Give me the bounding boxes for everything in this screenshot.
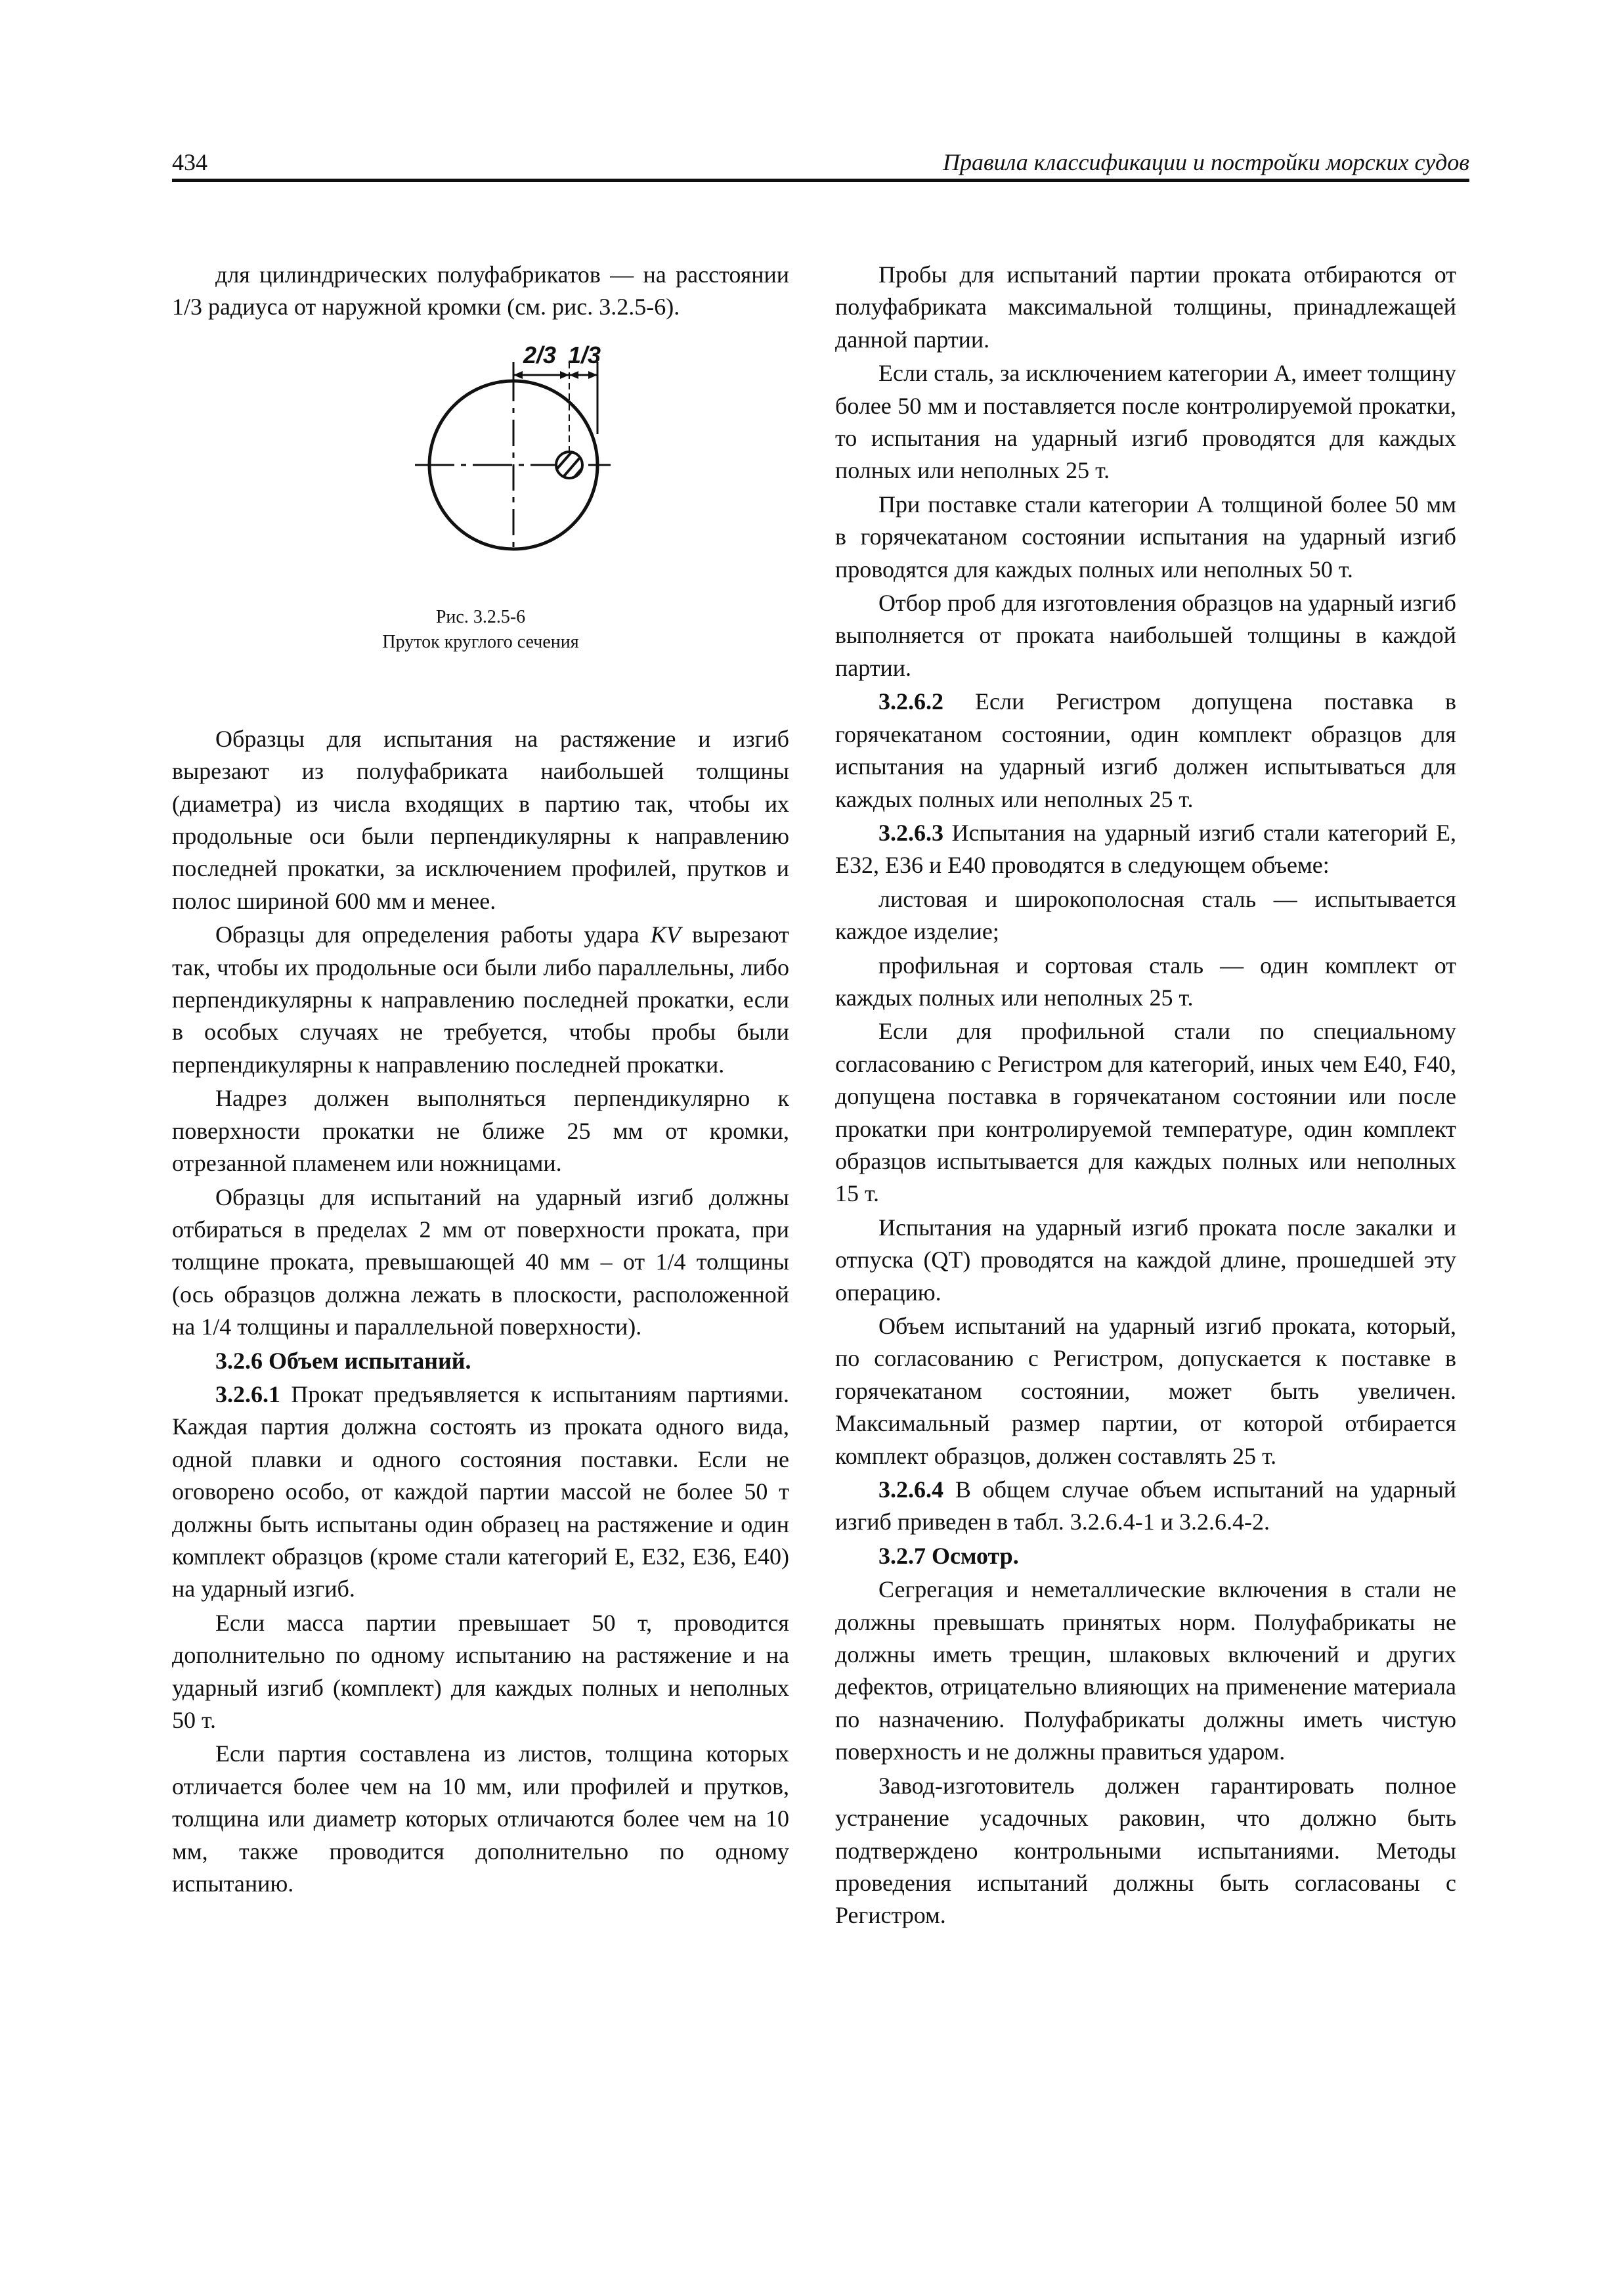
figure-caption [172,605,789,655]
arrowhead [569,371,578,379]
clause-number: 3.2.6.3 [878,819,943,846]
dimension-label-2-3: 2/3 [523,341,557,368]
paragraph: Образцы для испытания на растяжение и изгиб вырезают из полуфабриката наибольшей толщины (диаметра) из числа входящих в партию так, чтобы их продольные оси были перпендикулярны к направлению последней прокатки, за исключением профилей, прутков и полос шириной 600 мм и менее. [172,725,789,914]
paragraph: Испытания на ударный изгиб проката после закалки и отпуска (QT) проводятся на каждой длине, прошедшей эту операцию. [835,1214,1456,1306]
clause-number: 3.2.6.4 [878,1476,943,1503]
paragraph: Образцы для испытаний на ударный изгиб должны отбираться в пределах 2 мм от поверхности проката, при толщине проката, превышающей 40 мм – от 1/4 толщины (ось образцов должна лежать в плоскости, расположенной на 1/4 толщины и параллельной поверхности). [172,1183,789,1340]
paragraph: листовая и широкополосная сталь — испытывается каждое изделие; [835,885,1456,945]
paragraph: Отбор проб для изготовления образцов на ударный изгиб выполняется от проката наибольшей толщины в каждой партии. [835,590,1456,681]
section-heading [835,1540,1456,1572]
text-run: Прокат предъявляется к испытаниям партиями. Каждая партия должна состоять из проката одного вида, одной плавки и одного состояния поставки. Если не оговорено особо, от каждой партии массой не более 50 т должны быть испытаны один образец на растяжение и один комплект образцов (кроме стали категорий E, E32, E36, E40) на ударный изгиб. [172,1380,789,1602]
paragraph [172,1379,789,1606]
running-title: Правила классификации и постройки морских судов [943,149,1469,175]
paragraph: для цилиндрических полуфабрикатов — на расстоянии 1/3 радиуса от наружной кромки (см. рис. 3.2.5-6). [172,261,789,320]
clause-number: 3.2.6.1 [215,1380,280,1407]
kv-symbol: KV [650,921,681,948]
paragraph: Если партия составлена из листов, толщина которых отличается более чем на 10 мм, или профилей и прутков, толщина или диаметр которых отличаются более чем на 10 мм, также проводится дополнительно по одному испытанию. [172,1740,789,1897]
paragraph: Объем испытаний на ударный изгиб проката, который, по согласованию с Регистром, допускается к поставке в горячекатаном состоянии, может быть увеличен. Максимальный размер партии, от которой отбирается комплект образцов, должен составлять 25 т. [835,1313,1456,1469]
paragraph: Если масса партии превышает 50 т, проводится дополнительно по одному испытанию на растяжение и на ударный изгиб (комплект) для каждых полных и неполных 50 т. [172,1609,789,1733]
figure-title: Пруток круглого сечения [382,631,579,652]
figure-round-bar [172,329,789,664]
text-run: Если Регистром допущена поставка в горячекатаном состоянии, один комплект образцов для испытания на ударный изгиб должен испытываться для каждых полных или неполных 25 т. [835,688,1456,812]
clause-number: 3.2.6.2 [878,688,943,715]
text-run: Испытания на ударный изгиб стали категорий E, E32, E36 и E40 проводятся в следующем объеме: [835,819,1456,879]
paragraph [172,919,789,1081]
paragraph: профильная и сортовая сталь — один комплект от каждых полных или неполных 25 т. [835,952,1456,1011]
right-column [835,259,1456,1933]
dimension-label-1-3: 1/3 [567,341,601,368]
paragraph [835,817,1456,882]
arrowhead [588,371,597,379]
text-run: Образцы для определения работы удара [215,921,651,948]
heading-text: 3.2.6 Объем испытаний. [215,1347,471,1374]
figure-number: Рис. 3.2.5-6 [435,606,526,627]
text-run: В общем случае объем испытаний на ударный изгиб приведен в табл. 3.2.6.4-1 и 3.2.6.4-2. [835,1476,1456,1535]
section-heading [172,1345,789,1377]
paragraph: Завод-изготовитель должен гарантировать полное устранение усадочных раковин, что должно быть подтверждено контрольными испытаниями. Методы проведения испытаний должны быть согласованы с Регистром. [835,1772,1456,1929]
page-number: 434 [172,149,207,175]
heading-text: 3.2.7 Осмотр. [878,1542,1019,1569]
text-run: вырезают так, чтобы их продольные оси были либо параллельны, либо перпендикулярны к направлению последней прокатки, если в особых случаях не требуется, чтобы пробы были перпендикулярны к направлению последней прокатки. [172,921,789,1078]
paragraph: При поставке стали категории А толщиной более 50 мм в горячекатаном состоянии испытания на ударный изгиб проводятся для каждых полных или неполных 50 т. [835,491,1456,583]
arrowhead [513,371,523,379]
paragraph: Если для профильной стали по специальному согласованию с Регистром для категорий, иных чем E40, F40, допущена поставка в горячекатаном состоянии или после прокатки при контролируемой температуре, один комплект образцов испытывается для каждых полных или неполных 15 т. [835,1018,1456,1207]
page-header [172,146,1469,182]
paragraph [835,686,1456,816]
paragraph: Надрез должен выполняться перпендикулярно к поверхности прокатки не ближе 25 мм от кромки, отрезанной пламенем или ножницами. [172,1085,789,1177]
left-column [172,259,789,1901]
spacer [172,664,789,723]
arrowhead [560,371,569,379]
paragraph [835,1474,1456,1539]
paragraph: Если сталь, за исключением категории А, имеет толщину более 50 мм и поставляется после контролируемой прокатки, то испытания на ударный изгиб проводятся для каждых полных или неполных 25 т. [835,360,1456,484]
round-bar-diagram [172,329,789,605]
paragraph: Сегрегация и неметаллические включения в стали не должны превышать принятых норм. Полуфабрикаты не должны иметь трещин, шлаковых включений и других дефектов, отрицательно влияющих на применение материала по назначению. Полуфабрикаты должны иметь чистую поверхность и не должны правиться ударом. [835,1576,1456,1765]
paragraph: Пробы для испытаний партии проката отбираются от полуфабриката максимальной толщины, принадлежащей данной партии. [835,261,1456,353]
